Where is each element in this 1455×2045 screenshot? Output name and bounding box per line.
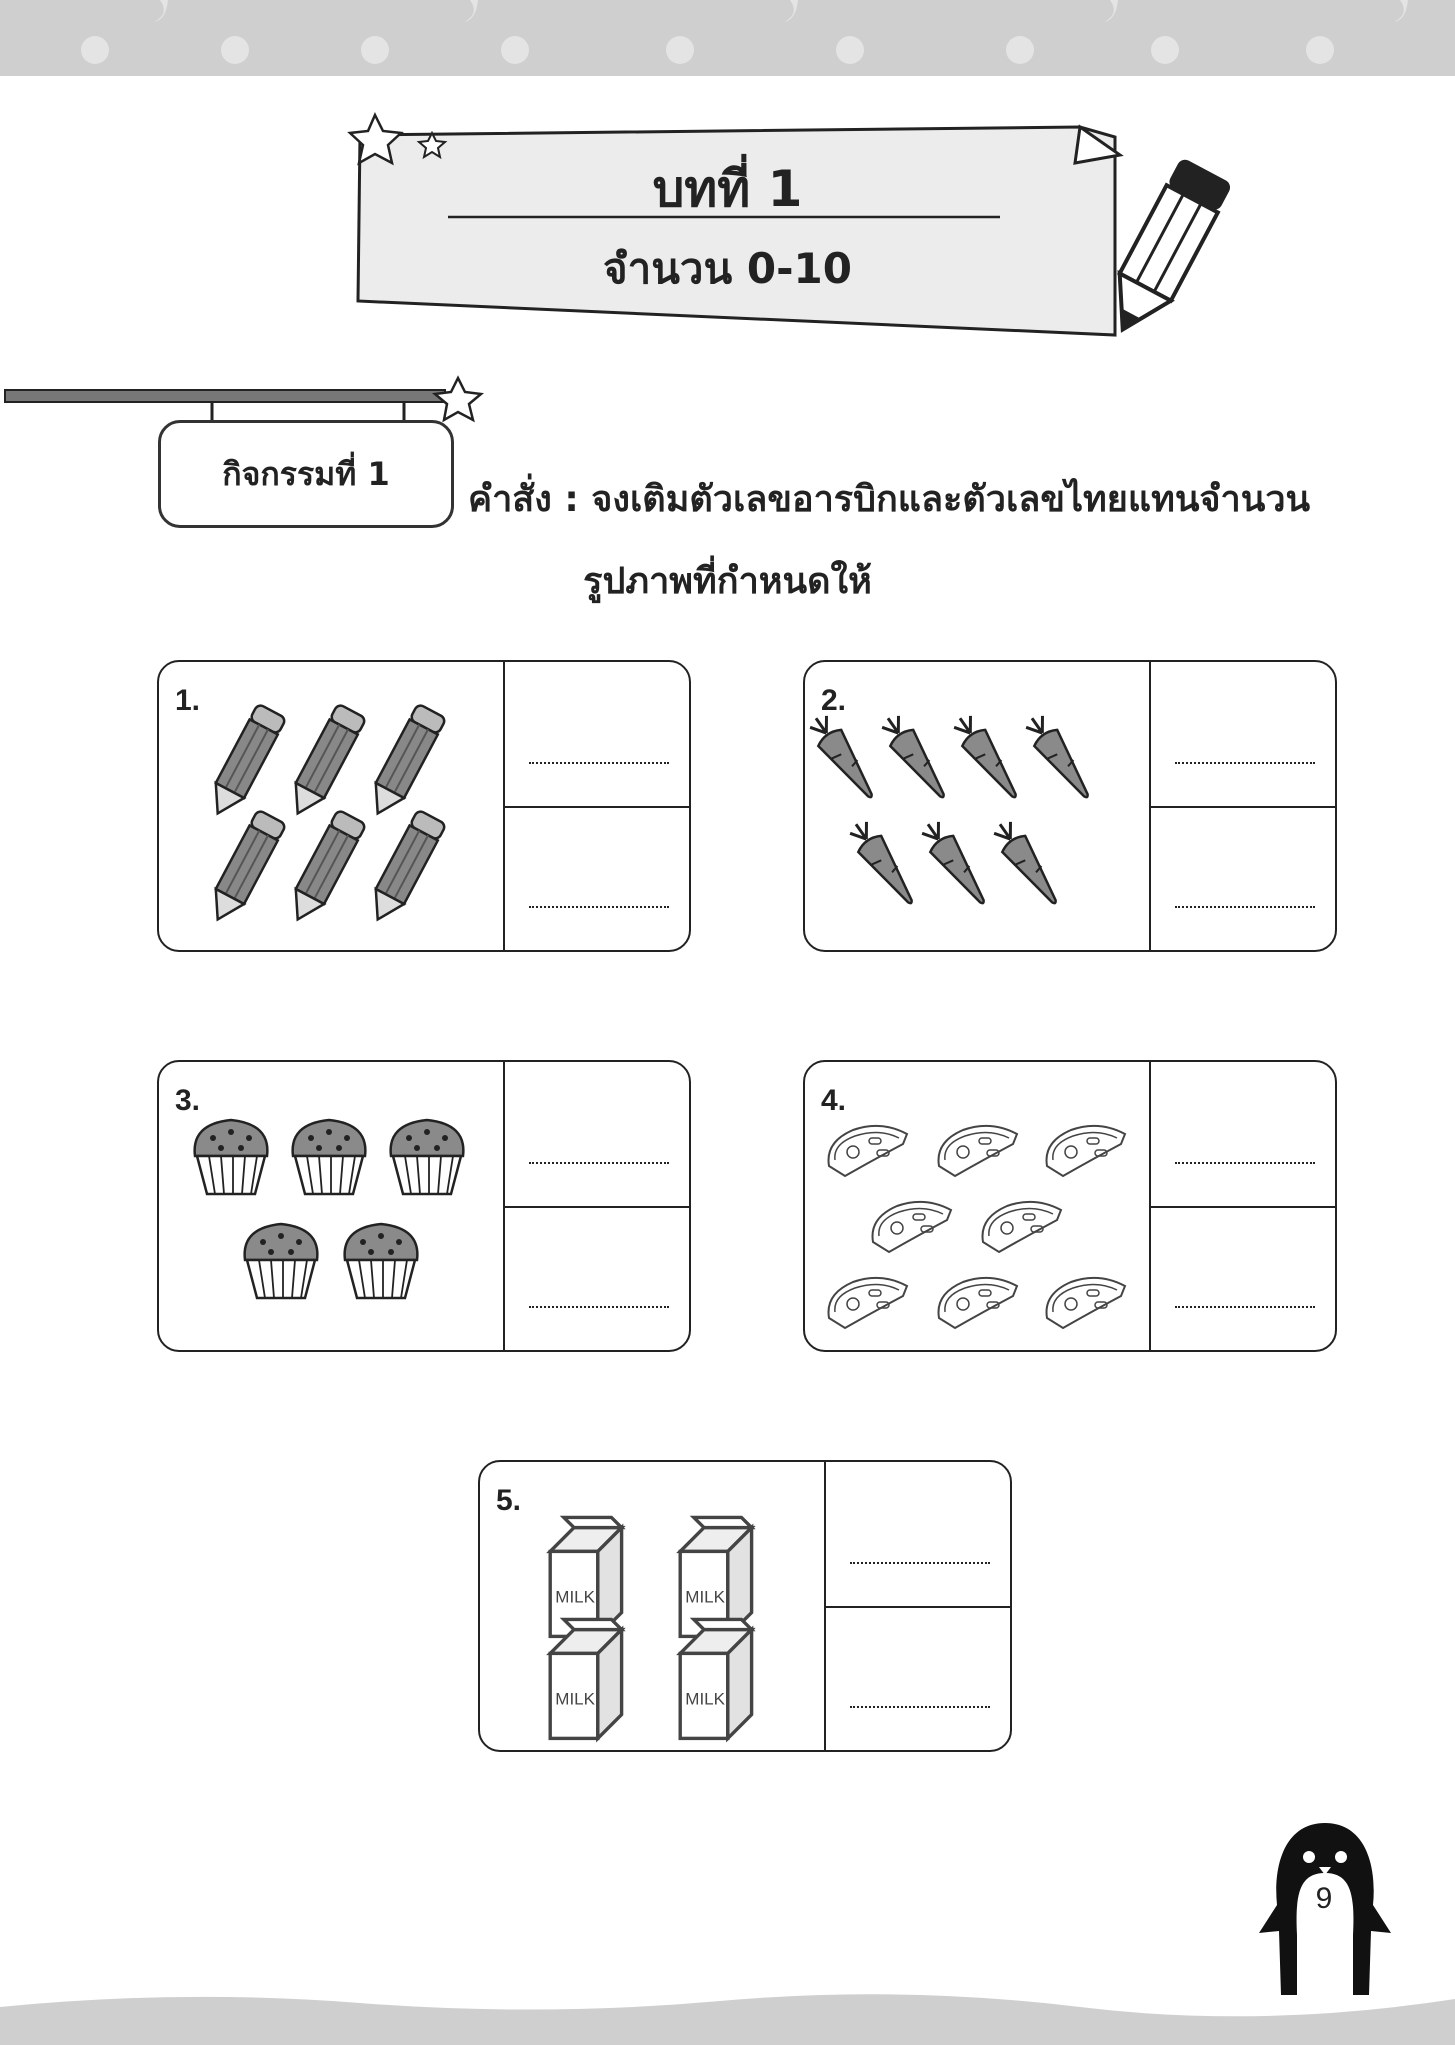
carrot-group	[805, 662, 1145, 952]
carrot-icon	[877, 710, 955, 805]
thai-answer-line[interactable]	[1175, 1306, 1315, 1308]
pizza-slice-icon	[939, 1278, 1018, 1328]
carrot-icon	[1021, 710, 1099, 805]
carrot-icon	[845, 816, 923, 911]
pizza-slice-icon	[873, 1202, 952, 1252]
exercise-number: 5.	[496, 1484, 522, 1517]
exercise-card-5	[478, 1460, 1012, 1752]
pizza-slice-icon	[829, 1278, 908, 1328]
pencil-icon	[1080, 150, 1250, 350]
answer-divider	[1151, 1206, 1335, 1208]
exercise-card-1	[157, 660, 691, 952]
cupcake-icon	[245, 1224, 318, 1298]
exercise-card-4	[803, 1060, 1337, 1352]
arabic-answer-line[interactable]	[529, 762, 669, 764]
answer-divider	[826, 1606, 1010, 1608]
pencil-icon	[364, 810, 447, 927]
answer-divider	[505, 1206, 689, 1208]
pizza-slice-icon	[1047, 1126, 1126, 1176]
instruction-line-2: รูปภาพที่กำหนดให้	[583, 561, 872, 602]
milk-carton-group	[480, 1462, 820, 1752]
arabic-answer-line[interactable]	[1175, 1162, 1315, 1164]
carton-label: MILK	[685, 1587, 725, 1607]
carton-label: MILK	[555, 1587, 595, 1607]
exercise-number: 4.	[821, 1084, 847, 1117]
page-number: 9	[1315, 1882, 1333, 1915]
cupcake-group	[159, 1062, 499, 1352]
thai-answer-line[interactable]	[529, 1306, 669, 1308]
cupcake-icon	[391, 1120, 464, 1194]
answer-box	[503, 1062, 689, 1350]
cupcake-icon	[293, 1120, 366, 1194]
pencil-icon	[204, 810, 287, 927]
exercise-card-2	[803, 660, 1337, 952]
arabic-answer-line[interactable]	[1175, 762, 1315, 764]
carton-label: MILK	[685, 1689, 725, 1709]
exercise-number: 2.	[821, 684, 847, 717]
pizza-slice-icon	[829, 1126, 908, 1176]
chapter-title: บทที่ 1	[652, 160, 803, 218]
carrot-icon	[949, 710, 1027, 805]
pencil-icon	[204, 704, 287, 821]
exercise-number: 1.	[175, 684, 201, 717]
carrot-icon	[989, 816, 1067, 911]
pencil-icon	[284, 704, 367, 821]
answer-box	[824, 1462, 1010, 1750]
chapter-subtitle: จำนวน 0-10	[603, 244, 852, 293]
arabic-answer-line[interactable]	[529, 1162, 669, 1164]
answer-divider	[1151, 806, 1335, 808]
carrot-icon	[805, 710, 883, 805]
bottom-decorative-band	[0, 1985, 1455, 2045]
cupcake-icon	[195, 1120, 268, 1194]
answer-box	[1149, 1062, 1335, 1350]
thai-answer-line[interactable]	[1175, 906, 1315, 908]
pizza-slice-icon	[1047, 1278, 1126, 1328]
pencil-group	[159, 662, 499, 952]
answer-box	[1149, 662, 1335, 950]
answer-divider	[505, 806, 689, 808]
cupcake-icon	[345, 1224, 418, 1298]
band-pattern	[0, 0, 1455, 76]
pencil-icon	[284, 810, 367, 927]
exercise-number: 3.	[175, 1084, 201, 1117]
pizza-slice-icon	[983, 1202, 1062, 1252]
instruction-line-1: คำสั่ง : จงเติมตัวเลขอารบิกและตัวเลขไทยแทนจำนวน	[468, 479, 1311, 520]
pencil-icon	[364, 704, 447, 821]
arabic-answer-line[interactable]	[850, 1562, 990, 1564]
top-decorative-band	[0, 0, 1455, 76]
activity-label: กิจกรรมที่ 1	[158, 420, 454, 528]
carton-label: MILK	[555, 1689, 595, 1709]
thai-answer-line[interactable]	[529, 906, 669, 908]
thai-answer-line[interactable]	[850, 1706, 990, 1708]
answer-box	[503, 662, 689, 950]
pizza-group	[805, 1062, 1145, 1352]
pizza-slice-icon	[939, 1126, 1018, 1176]
carrot-icon	[917, 816, 995, 911]
exercise-card-3	[157, 1060, 691, 1352]
